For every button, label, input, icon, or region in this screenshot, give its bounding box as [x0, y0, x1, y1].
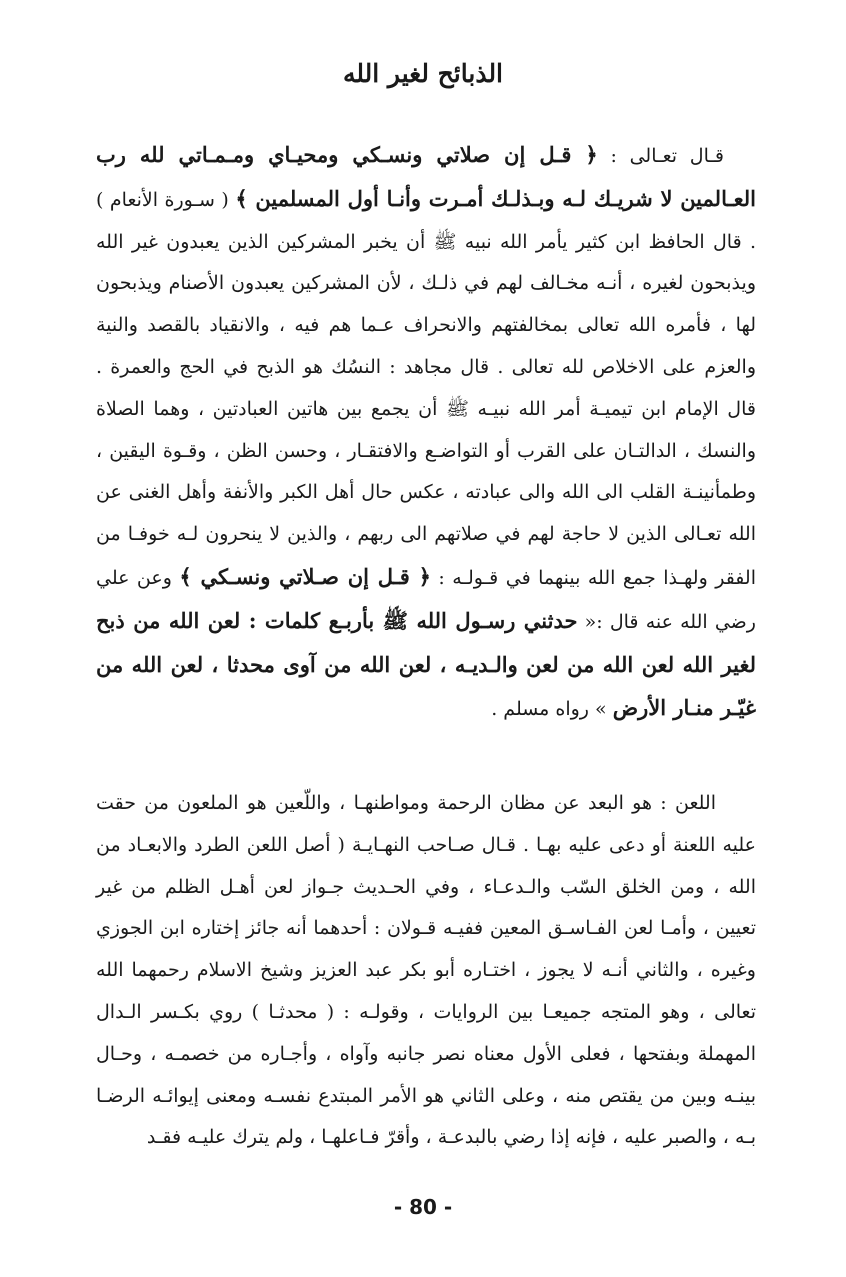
intro-text: قـال تعـالى : — [597, 145, 725, 167]
running-title: الذبائح لغير الله — [342, 59, 504, 88]
hadith-intro-text: وعن علي رضي الله عنه قال :« — [96, 566, 756, 633]
hadith-source: » رواه مسلم . — [491, 698, 613, 721]
quran-verse-quote: ﴿ قـل إن صلاتي ونسـكي ومحيـاي ومـمـاتي لله رب العـالمين لا شريـك لـه وبـذلـك أمـرت وأنـا أول المسلمين ﴾ — [96, 142, 756, 211]
paragraph-quran-and-commentary — [96, 134, 756, 731]
paragraph-definition-of-curse — [96, 783, 756, 1159]
paragraph-1-text — [96, 134, 756, 731]
hadith-quote: حدثني رسـول الله ﷺ بأربـع كلمات : لعن الله من ذبح لغير الله لعن الله من لعن والـديـه ، لعن الله من آوى محدثا ، لعن الله من غيّـر منـار الأرض — [96, 607, 756, 721]
quran-verse-quote-short: ﴿ قـل إن صـلاتي ونسـكي ﴾ — [179, 563, 431, 589]
commentary-text: ( سـورة الأنعام ) . قال الحافظ ابن كثير يأمر الله نبيه ﷺ أن يخبر المشركين الذين يعبدون غير الله ويذبحون لغيره ، أنـه مخـالف لهم في ذلـك ، لأن المشركين يعبدون الأصنام ويذبحون لها ، فأمره الله تعالى بمخالفتهم والانحراف عـما هم فيه ، والانقياد بالقصد والنية والعزم على الاخلاص لله تعالى . قال مجاهد : النسُك هو الذبح في الحج والعمرة . قال الإمام ابن تيميـة أمر الله نبيـه ﷺ أن يجمع بين هاتين العبادتين ، وهما الصلاة والنسك ، الدالتـان على القرب أو التواضـع والافتقـار ، وحسن الظن ، وقـوة اليقين ، وطمأنينـة القلب الى الله والى عبادته ، عكس حال أهل الكبر والأنفة وأهل الغنى عن الله تعـالى الذين لا حاجة لهم في صلاتهم الى ربهم ، والذين لا ينحرون لـه خوفـا من الفقر ولهـذا جمع الله بينهما في قـولـه : — [96, 188, 756, 589]
paragraph-2-text: اللعن : هو البعد عن مظان الرحمة ومواطنهـا ، واللّعين هو الملعون من حقت عليه اللعنة أو دعى عليه بهـا . قـال صـاحب النهـايـة ( أصل اللعن الطرد والابعـاد من الله ، ومن الخلق السّب والـدعـاء ، وفي الحـديث جـواز لعن أهـل الظلم من غير تعيين ، وأمـا لعن الفـاسـق المعين ففيـه قـولان : أحدهما أنه جائز إختاره ابن الجوزي وغيره ، والثاني أنـه لا يجوز ، اختـاره أبو بكر عبد العزيز وشيخ الاسلام رحمهما الله تعالى ، وهو المتجه جميعـا بين الروايات ، وقولـه : ( محدثـا ) روي بكـسر الـدال المهملة وبفتحها ، فعلى الأول معناه نصر جانبه وآواه ، وأجـاره من خصمـه ، وحـال بينـه وبين من يقتص منه ، وعلى الثاني هو الأمر المبتدع نفسـه ومعنى إيوائـه الرضـا بـه ، والصبر عليه ، فإنه إذا رضي بالبدعـة ، وأقرّ فـاعلهـا ، ولم يترك عليـه فقـد — [96, 792, 756, 1149]
page-number: - 80 - — [393, 1195, 453, 1219]
